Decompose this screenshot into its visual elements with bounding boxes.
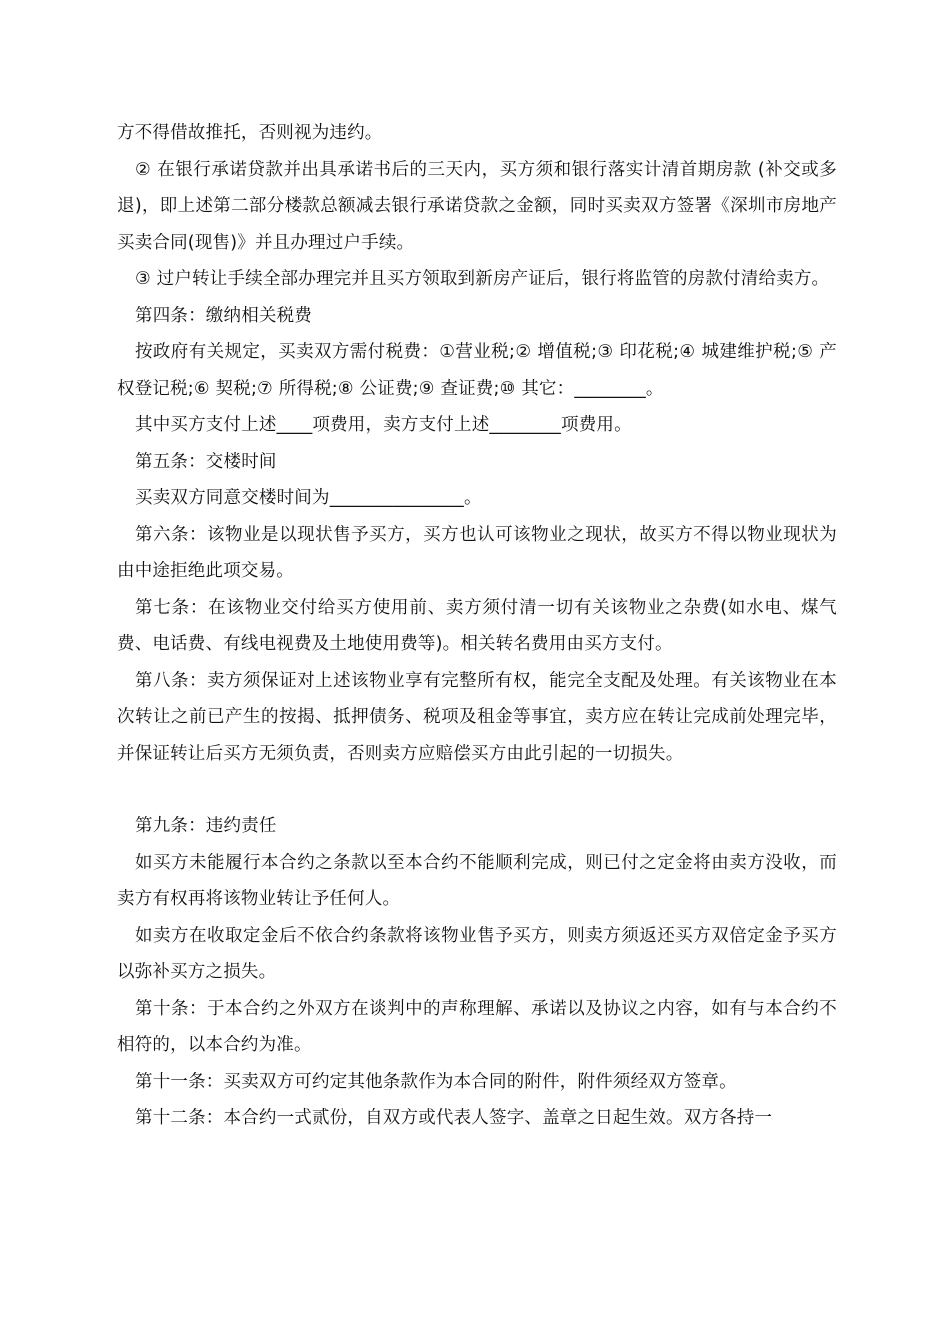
article-4-taxes: 按政府有关规定，买卖双方需付税费：①营业税;② 增值税;③ 印花税;④ 城建维护税;⑤ 产权登记税;⑥ 契税;⑦ 所得税;⑧ 公证费;⑨ 查证费;⑩ 其它：________。 [117,342,837,399]
article-4-split: 其中买方支付上述____项费用，卖方支付上述________项费用。 [135,415,632,435]
article-12-text: 第十二条：本合约一式贰份，自双方或代表人签字、盖章之日起生效。双方各持一 [135,1108,773,1128]
article-4-heading: 第四条：缴纳相关税费 [135,305,312,326]
paragraph-continuation: 方不得借故推托，否则视为违约。 [117,123,383,143]
paragraph-clause-3: ③ 过户转让手续全部办理完并且买方领取到新房产证后，银行将监管的房款付清给卖方。 [135,269,830,289]
article-9-heading: 第九条：违约责任 [135,816,277,836]
article-6-text: 第六条：该物业是以现状售予买方，买方也认可该物业之现状，故买方不得以物业现状为由中途拒绝此项交易。 [117,524,837,581]
article-5-text: 买卖双方同意交楼时间为_______________。 [135,488,482,508]
paragraph-clause-2: ② 在银行承诺贷款并出具承诺书后的三天内，买方须和银行落实计清首期房款 (补交或多退)，即上述第二部分楼款总额减去银行承诺贷款之金额，同时买卖双方签署《深圳市房地产买卖合同(现售)》并且办理过户手续。 [117,159,837,253]
article-10-text: 第十条：于本合约之外双方在谈判中的声称理解、承诺以及协议之内容，如有与本合约不相符的，以本合约为准。 [117,998,837,1055]
paragraph-spacer [117,772,837,808]
article-11-text: 第十一条：买卖双方可约定其他条款作为本合同的附件，附件须经双方签章。 [135,1071,737,1092]
article-9-seller-breach: 如卖方在收取定金后不依合约条款将该物业售予买方，则卖方须返还买方双倍定金予买方以弥补买方之损失。 [117,925,837,982]
article-8-text: 第八条：卖方须保证对上述该物业享有完整所有权，能完全支配及处理。有关该物业在本次转让之前已产生的按揭、抵押债务、税项及租金等事宜，卖方应在转让完成前处理完毕，并保证转让后买方无须负责，否则卖方应赔偿买方由此引起的一切损失。 [117,670,837,764]
article-7-text: 第七条：在该物业交付给买方使用前、卖方须付清一切有关该物业之杂费(如水电、煤气费、电话费、有线电视费及土地使用费等)。相关转名费用由买方支付。 [117,597,837,654]
contract-body [117,115,837,1137]
article-9-buyer-breach: 如买方未能履行本合约之条款以至本合约不能顺利完成，则已付之定金将由卖方没收，而卖方有权再将该物业转让予任何人。 [117,852,837,909]
article-5-heading: 第五条：交楼时间 [135,451,277,472]
